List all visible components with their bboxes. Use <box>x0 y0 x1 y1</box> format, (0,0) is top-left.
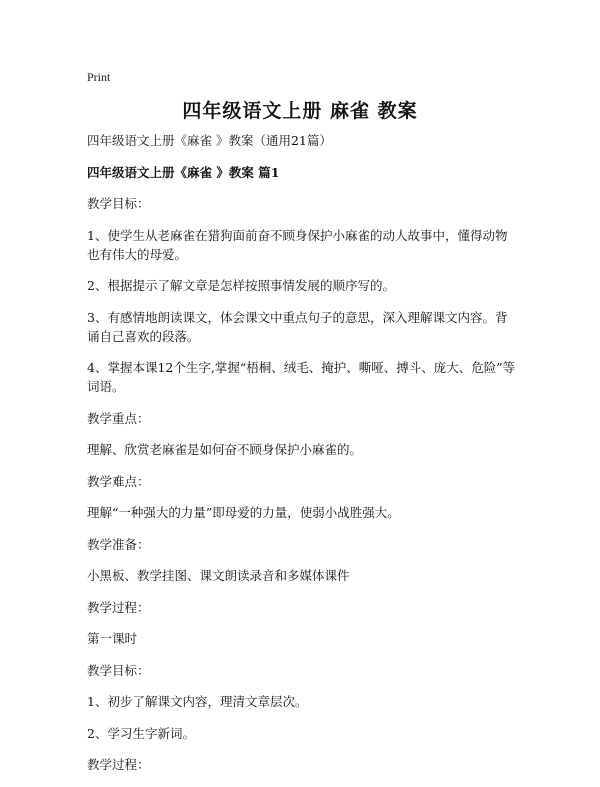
paragraph: 2、根据提示了解文章是怎样按照事情发展的顺序写的。 <box>87 278 395 293</box>
paragraph: 教学准备： <box>87 536 150 552</box>
paragraph: 4、掌握本课12个生字,掌握“梧桐、绒毛、掩护、嘶哑、搏斗、庞大、危险”等词语。 <box>87 360 516 394</box>
paragraph: 教学重点： <box>87 410 150 426</box>
paragraph: 理解、欣赏老麻雀是如何奋不顾身保护小麻雀的。 <box>87 442 363 457</box>
paragraph: 3、有感情地朗读课文，体会课文中重点句子的意思，深入理解课文内容。背诵自己喜欢的段落。 <box>87 309 508 344</box>
paragraph: 小黑板、教学挂图、课文朗读录音和多媒体课件 <box>87 568 350 583</box>
paragraph: 1、初步了解课文内容，理清文章层次。 <box>87 694 308 709</box>
paragraph: 1、使学生从老麻雀在猎狗面前奋不顾身保护小麻雀的动人故事中，懂得动物也有伟大的母爱。 <box>87 227 508 262</box>
document-body <box>87 131 519 787</box>
paragraph: 教学过程： <box>87 757 150 772</box>
document-title: 四年级语文上册 麻雀 教案 <box>182 100 418 122</box>
print-label: Print <box>87 70 111 84</box>
paragraph: 教学目标： <box>87 662 150 678</box>
section-heading: 四年级语文上册《麻雀 》教案 篇1 <box>87 164 280 180</box>
paragraph: 第一课时 <box>87 631 138 646</box>
paragraph: 教学难点： <box>87 473 150 489</box>
paragraph: 教学过程： <box>87 599 150 615</box>
paragraph: 教学目标： <box>87 196 150 211</box>
paragraph: 2、学习生字新词。 <box>87 725 195 741</box>
paragraph-subtitle: 四年级语文上册《麻雀 》教案（通用21篇） <box>87 133 332 148</box>
paragraph: 理解“一种强大的力量”即母爱的力量，使弱小战胜强大。 <box>87 505 400 520</box>
